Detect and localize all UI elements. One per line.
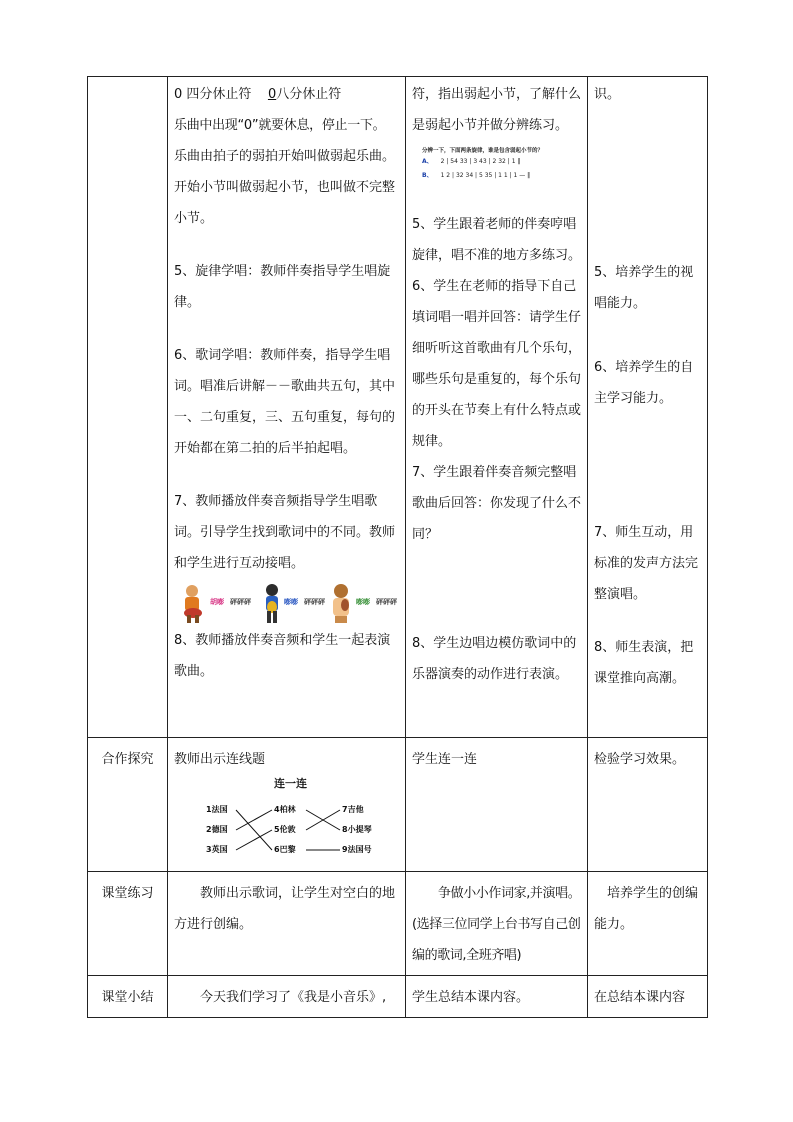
matching-title: 连一连 [274, 777, 307, 790]
stage-cell-cooperate: 合作探究 [88, 738, 168, 872]
purpose-cell: 在总结本课内容 [588, 976, 708, 1018]
student-step-7: 7、学生跟着伴奏音频完整唱歌曲后回答：你发现了什么不同？ [412, 465, 582, 542]
step-5-melody: 5、旋律学唱：教师伴奏指导学生唱旋律。 [174, 264, 391, 310]
step-8-performance: 8、教师播放伴奏音频和学生一起表演歌曲。 [174, 633, 391, 679]
instrument-label-1: 胡嘭 [210, 598, 224, 606]
match-item: 8小提琴 [342, 825, 372, 834]
match-item: 3英国 [206, 845, 228, 854]
rhythm-row-b: B、 1 2 | 32 34 | 5 35 | 1 1 | 1 — ‖ [422, 172, 531, 179]
purpose-cell: 培养学生的创编能力。 [588, 872, 708, 976]
rhythm-row-a: A、 2 | 54 33 | 3 43 | 2 32 | 1 ‖ [422, 158, 521, 165]
rhythm-exercise-figure [422, 147, 572, 205]
match-item: 7吉他 [342, 805, 364, 814]
teacher-activity-cell [168, 738, 406, 872]
purpose-step-5: 5、培养学生的视唱能力。 [594, 265, 694, 311]
instrument-label-2: 嘭嘭 [284, 598, 298, 606]
matching-lines [196, 777, 396, 867]
guitarist-figure-icon [260, 583, 284, 623]
matching-exercise-figure [196, 777, 396, 867]
rest-explanation: 乐曲中出现“0”就要休息，停止一下。 [174, 118, 386, 133]
teacher-activity-cell: 今天我们学习了《我是小音乐》, [168, 976, 406, 1018]
student-activity-cell [406, 77, 588, 738]
anacrusis-explanation: 乐曲由拍子的弱拍开始叫做弱起乐曲。开始小节叫做弱起小节，也叫做不完整小节。 [174, 149, 396, 226]
instrument-label-3: 嘭嘭 [356, 598, 370, 606]
rest-symbols-line: 0 四分休止符 0八分休止符 [174, 87, 342, 102]
rhythm-exercise-caption: 分辨一下，下面两条旋律，谁是包含弱起小节的？ [422, 148, 544, 154]
match-item: 2德国 [206, 825, 228, 834]
purpose-cell [588, 77, 708, 738]
match-item: 1法国 [206, 805, 228, 814]
instrument-sound-3: 砰砰砰 [376, 598, 397, 606]
student-step-6: 6、学生在老师的指导下自己填词唱一唱并回答：请学生仔细听听这首歌曲有几个乐句，哪些乐句是重复的，每个乐句的开头在节奏上有什么特点或规律。 [412, 279, 582, 449]
stage-cell-summary: 课堂小结 [88, 976, 168, 1018]
teacher-activity-cell: 教师出示歌词，让学生对空白的地方进行创编。 [168, 872, 406, 976]
instrument-sound-2: 砰砰砰 [304, 598, 325, 606]
table-row-summary [88, 976, 708, 1018]
match-item: 5伦敦 [274, 825, 296, 834]
step-6-lyrics: 6、歌词学唱：教师伴奏，指导学生唱词。唱准后讲解－－歌曲共五句，其中一、二句重复，三、五句重复，每句的开始都在第二拍的后半拍起唱。 [174, 348, 396, 456]
stage-cell-practice: 课堂练习 [88, 872, 168, 976]
match-item: 4柏林 [274, 805, 296, 814]
student-step-5: 5、学生跟着老师的伴奏哼唱旋律，唱不准的地方多练习。 [412, 217, 582, 263]
table-row-teaching [88, 77, 708, 738]
teacher-activity-cell [168, 77, 406, 738]
stage-cell-empty [88, 77, 168, 738]
drummer-figure-icon [178, 583, 208, 623]
purpose-step-7: 7、师生互动，用标准的发声方法完整演唱。 [594, 525, 699, 602]
student-activity-cell: 学生连一连 [406, 738, 588, 872]
purpose-continuation: 识。 [594, 87, 621, 102]
purpose-cell: 检验学习效果。 [588, 738, 708, 872]
table-row-cooperate [88, 738, 708, 872]
match-item: 6巴黎 [274, 845, 296, 854]
student-activity-cell: 争做小小作词家,并演唱。(选择三位同学上台书写自己创编的歌词,全班齐唱) [406, 872, 588, 976]
student-anacrusis-practice: 符，指出弱起小节，了解什么是弱起小节并做分辨练习。 [412, 87, 582, 133]
lesson-plan-table [87, 76, 708, 1018]
violinist-figure-icon [328, 583, 354, 623]
purpose-step-8: 8、师生表演，把课堂推向高潮。 [594, 640, 694, 686]
student-activity-cell: 学生总结本课内容。 [406, 976, 588, 1018]
step-7-accompaniment: 7、教师播放伴奏音频指导学生唱歌词。引导学生找到歌词中的不同。教师和学生进行互动接唱。 [174, 494, 396, 571]
purpose-step-6: 6、培养学生的自主学习能力。 [594, 360, 694, 406]
teacher-matching-task: 教师出示连线题 [174, 752, 266, 767]
student-step-8: 8、学生边唱边模仿歌词中的乐器演奏的动作进行表演。 [412, 636, 577, 682]
table-row-practice [88, 872, 708, 976]
instrument-sound-1: 砰砰砰 [230, 598, 251, 606]
match-item: 9法国号 [342, 845, 372, 854]
instrument-illustrations [178, 583, 399, 623]
